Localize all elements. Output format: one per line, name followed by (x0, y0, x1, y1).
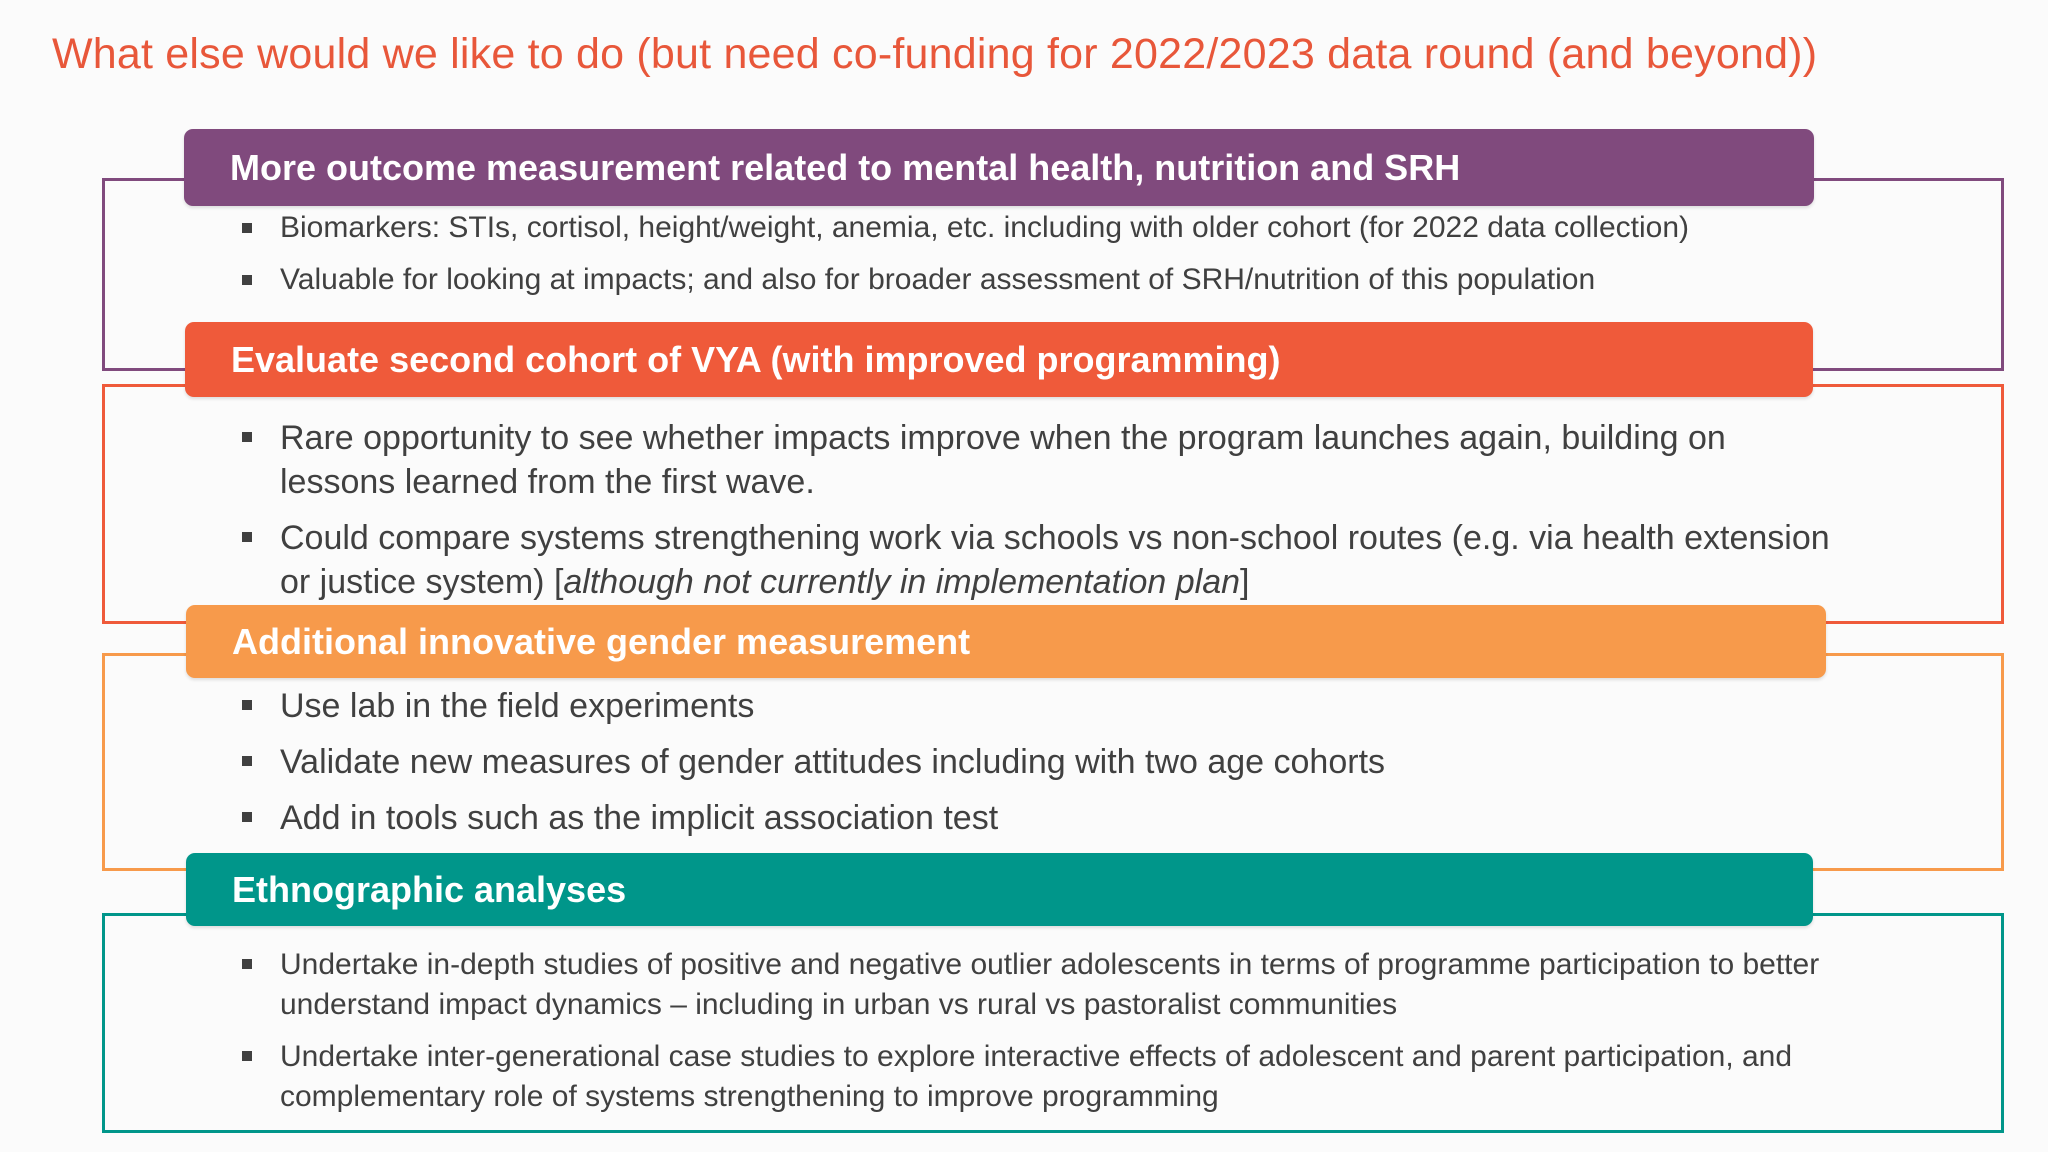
bullet-item (242, 740, 1942, 784)
bullet-text: Add in tools such as the implicit association test (280, 799, 999, 837)
bullet-square-icon (242, 223, 252, 233)
bullet-item (242, 210, 1982, 246)
section-bullets-ethnographic (242, 945, 1922, 1129)
bullet-text: Undertake inter-generational case studies to explore interactive effects of adolescent and parent participation, and complementary role of systems strengthening to improve programming (280, 1040, 1793, 1113)
bullet-text: Biomarkers: STIs, cortisol, height/weight, anemia, etc. including with older cohort (for 2022 data collection) (280, 211, 1690, 244)
section-bullets-mental-health (242, 210, 1982, 314)
bullet-text: Undertake in-depth studies of positive and negative outlier adolescents in terms of programme participation to better understand impact dynamics – including in urban vs rural vs pastoralist communities (280, 948, 1820, 1021)
bullet-text: Validate new measures of gender attitudes including with two age cohorts (280, 743, 1386, 781)
bullet-square-icon (242, 700, 252, 710)
bullet-item (242, 262, 1982, 298)
bullet-text: Use lab in the field experiments (280, 687, 755, 725)
bullet-square-icon (242, 756, 252, 766)
bullet-square-icon (242, 275, 252, 285)
section-header-mental-health: More outcome measurement related to mental health, nutrition and SRH (184, 129, 1814, 206)
bullet-text-end: ] (1240, 563, 1250, 601)
bullet-square-icon (242, 812, 252, 822)
bullet-item (242, 684, 1942, 728)
section-header-second-cohort: Evaluate second cohort of VYA (with improved programming) (185, 322, 1813, 397)
bullet-item (242, 1037, 1922, 1117)
section-header-ethnographic: Ethnographic analyses (186, 853, 1813, 926)
bullet-item (242, 796, 1942, 840)
bullet-square-icon (242, 959, 252, 969)
bullet-item (242, 516, 1842, 604)
bullet-square-icon (242, 532, 252, 542)
slide-title: What else would we like to do (but need co-funding for 2022/2023 data round (and beyond)) (52, 30, 1818, 78)
bullet-square-icon (242, 1051, 252, 1061)
bullet-item (242, 416, 1842, 504)
section-bullets-second-cohort (242, 416, 1842, 616)
bullet-italic-note: although not currently in implementation plan (563, 563, 1241, 601)
section-header-gender-measurement: Additional innovative gender measurement (186, 605, 1826, 678)
bullet-text: Could compare systems strengthening work via schools vs non-school routes (e.g. via health extension or justice system) [ (280, 519, 1830, 601)
bullet-text: Valuable for looking at impacts; and also for broader assessment of SRH/nutrition of this population (280, 263, 1596, 296)
bullet-text: Rare opportunity to see whether impacts improve when the program launches again, building on lessons learned from the first wave. (280, 419, 1726, 501)
bullet-square-icon (242, 432, 252, 442)
bullet-item (242, 945, 1922, 1025)
section-bullets-gender-measurement (242, 684, 1942, 852)
